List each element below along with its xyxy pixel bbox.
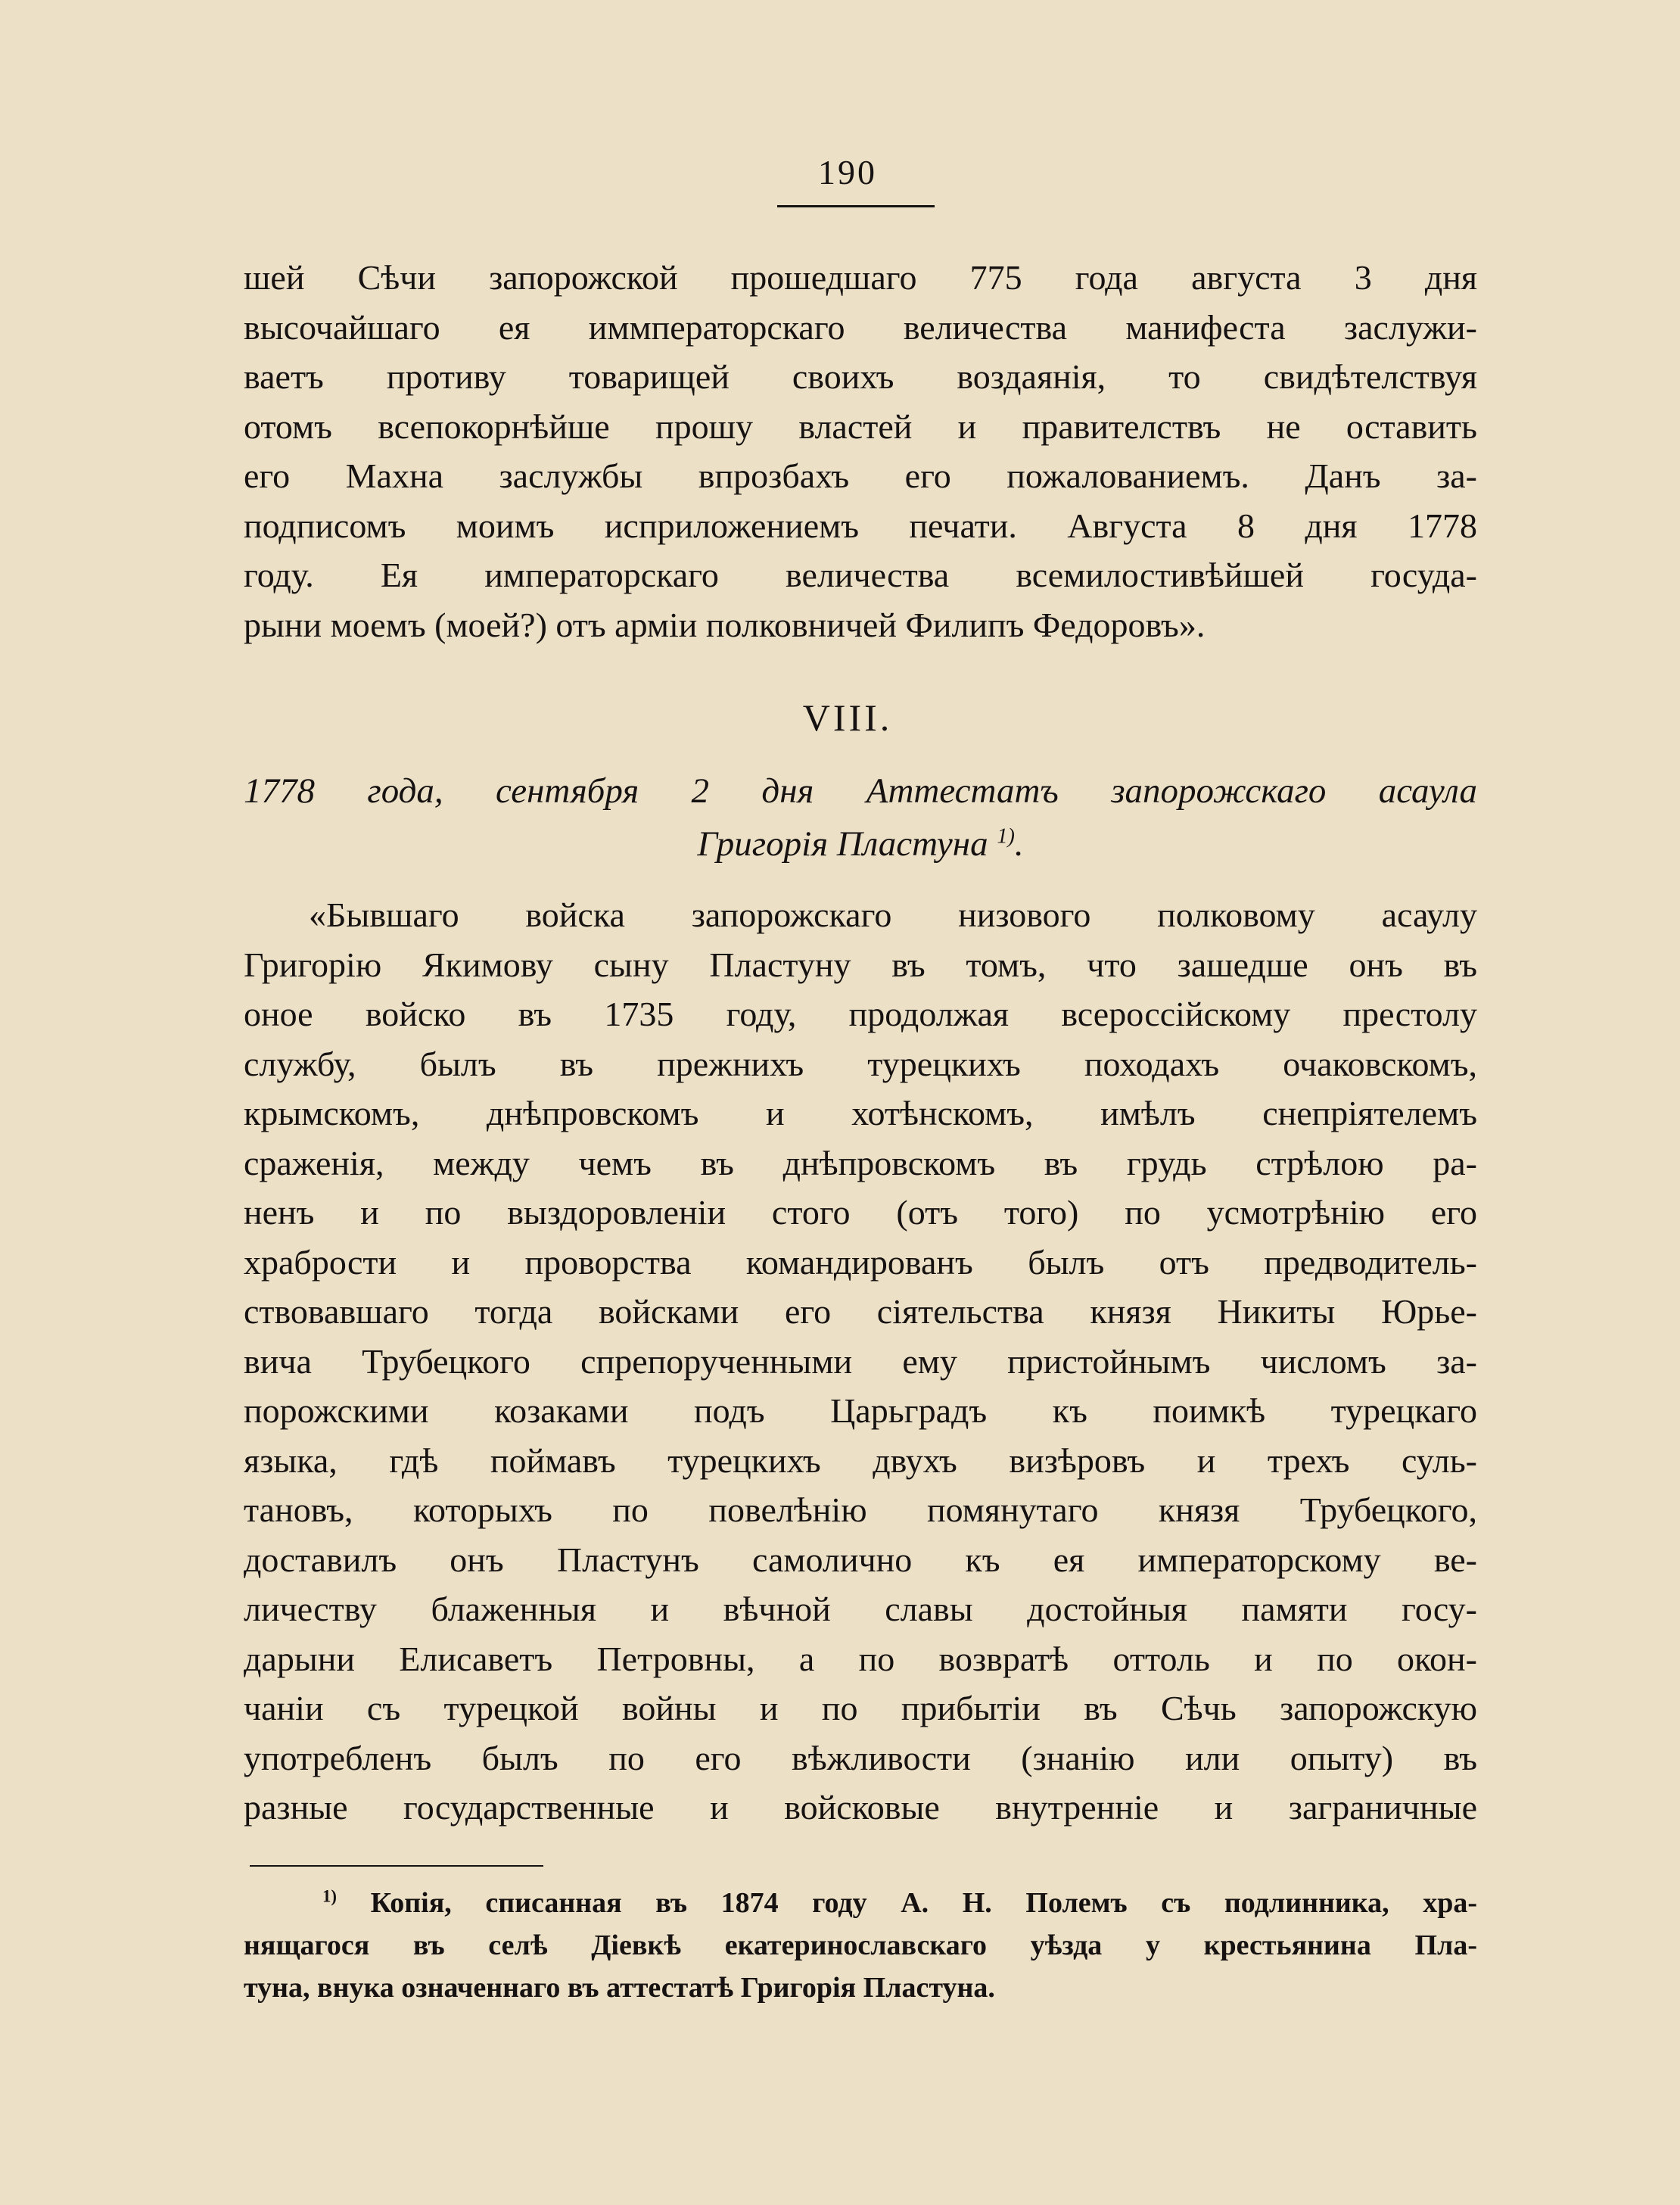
footnote-line: туна, внука означеннаго въ аттестатѣ Григорія Пластуна.: [244, 1972, 995, 2004]
section-title-text: Григорія Пластуна: [697, 824, 988, 864]
text-line: употребленъ былъ по его вѣжливости (знанію или опыту) въ: [244, 1738, 1477, 1777]
text-line: храбрости и проворства командированъ былъ отъ предводитель-: [244, 1242, 1477, 1282]
footnote-mark: 1): [322, 1886, 337, 1906]
text-line: личеству блаженныя и вѣчной славы достойныя памяти госу-: [244, 1590, 1477, 1628]
footnote-rule: [250, 1865, 543, 1867]
text-line: «Бывшаго войска запорожскаго низового полковому асаулу: [309, 895, 1477, 934]
text-line: дарыни Елисаветъ Петровны, а по возвратѣ оттоль и по окон-: [244, 1639, 1477, 1678]
footnote: [244, 1882, 1477, 2009]
text-line: высочайшаго ея иммператорскаго величества манифеста заслужи-: [244, 307, 1477, 347]
footnote-line: [244, 1882, 1477, 1924]
text-line: году. Ея императорскаго величества всемилостивѣйшей госуда-: [244, 556, 1477, 594]
paragraph-top: [244, 253, 1477, 649]
section-title: [244, 765, 1477, 870]
section-title-line: Григорія Пластуна $^{1)}$.: [697, 824, 1024, 864]
text-line: разные государственные и войсковые внутренніе и заграничные: [244, 1788, 1477, 1827]
text-line: отомъ всепокорнѣйше прошу властей и правителствъ не оставить: [244, 406, 1477, 446]
text-line: вича Трубецкого спрепорученными ему пристойнымъ числомъ за-: [244, 1341, 1477, 1381]
text-line: его Махна заслужбы впрозбахъ его пожалованиемъ. Данъ за-: [244, 456, 1477, 495]
text-line: языка, гдѣ поймавъ турецкихъ двухъ визѣровъ и трехъ суль-: [244, 1440, 1477, 1480]
section-number: VIII.: [802, 696, 893, 739]
text-line: шей Сѣчи запорожской прошедшаго 775 года августа 3 дня: [244, 258, 1477, 297]
text-line: оное войско въ 1735 году, продолжая всероссійскому престолу: [244, 995, 1477, 1033]
page-number: 190: [818, 153, 877, 192]
text-line: ваетъ противу товарищей своихъ воздаянія, то свидѣтелствуя: [244, 357, 1477, 396]
text-line: сраженія, между чемъ въ днѣпровскомъ въ грудь стрѣлою ра-: [244, 1143, 1477, 1182]
text-line: Григорію Якимову сыну Пластуну въ томъ, что зашедше онъ въ: [244, 945, 1477, 984]
text-line: службу, былъ въ прежнихъ турецкихъ походахъ очаковскомъ,: [244, 1044, 1477, 1083]
text-line: порожскими козаками подъ Царьградъ къ поимкѣ турецкаго: [244, 1391, 1477, 1430]
footnote-line: нящагося въ селѣ Діевкѣ екатеринославскаго уѣзда у крестьянина Пла-: [244, 1929, 1477, 1961]
page-number-rule: [777, 205, 935, 207]
text-line: ствовавшаго тогда войсками его сіятельства князя Никиты Юрье-: [244, 1292, 1477, 1331]
section-title-line: 1778 года, сентября 2 дня Аттестатъ запорожскаго асаула: [244, 771, 1477, 811]
paragraph-main: [244, 890, 1477, 1833]
text-line: крымскомъ, днѣпровскомъ и хотѣнскомъ, имѣлъ снепріятелемъ: [244, 1094, 1477, 1132]
text-line: подписомъ моимъ исприложениемъ печати. Августа 8 дня 1778: [244, 506, 1477, 545]
text-line: чаніи съ турецкой войны и по прибытіи въ Сѣчь запорожскую: [244, 1689, 1477, 1727]
footnote-text: Копія, списанная въ 1874 году А. Н. Полемъ съ подлинника, хра-: [370, 1887, 1477, 1919]
text-line: тановъ, которыхъ по повелѣнію помянутаго князя Трубецкого,: [244, 1490, 1477, 1529]
text-line: доставилъ онъ Пластунъ самолично къ ея императорскому ве-: [244, 1540, 1477, 1579]
text-line: ненъ и по выздоровленіи стого (отъ того) по усмотрѣнію его: [244, 1193, 1477, 1232]
text-line: рыни моемъ (моей?) отъ арміи полковничей Филипъ Федоровъ».: [244, 605, 1206, 644]
footnote-reference: 1): [997, 824, 1015, 849]
